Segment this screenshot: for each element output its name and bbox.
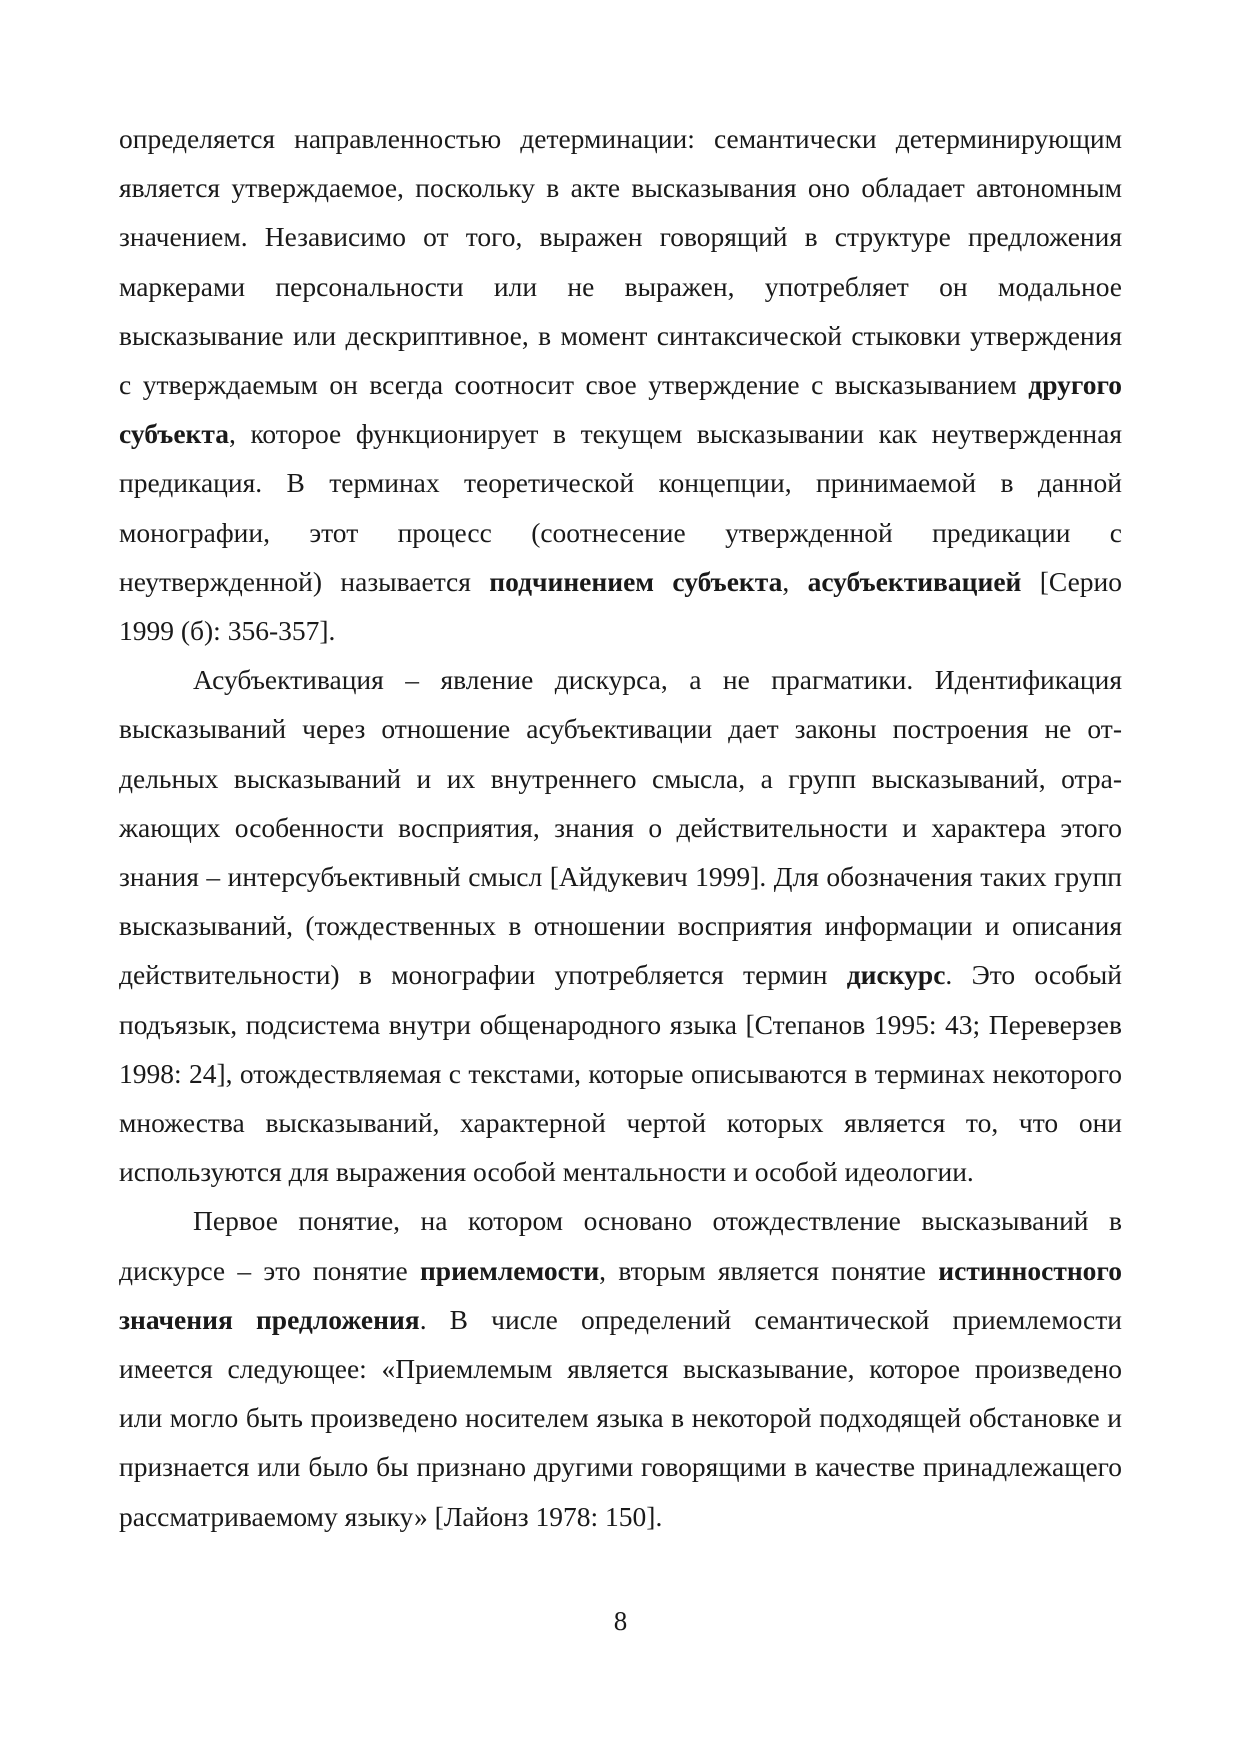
text-run: Асубъективация – явление дискурса, а не прагматики. Идентификация высказываний через отношение асубъективации дает законы построения не отдельных высказываний и их внутреннего смысла, а групп высказываний, отражающих особенности восприятия, знания о действительности и характера этого знания – интерсубъективный смысл [Айдукевич 1999]. Для обозначения таких групп высказываний, (тождественных в отношении восприятия информации и описания действительности) в монографии употребляется термин [119,664,1122,991]
text-run: , вторым является понятие [599,1254,939,1286]
text-run: определяется направленностью детерминации: семантически детерминирующим является утверждаемое, поскольку в акте высказывания оно обладает автономным значением. Независимо от того, выражен говорящий в структуре предложения маркерами персональности или не выражен, употребляет он модальное высказывание или дескриптивное, в момент синтаксической стыковки утверждения с утверждаемым он всегда соотносит свое утверждение с высказыванием [119,123,1122,401]
text-run: . Это особый подъязык, подсистема внутри общенародного языка [Степанов 1995: 43; Переверзев 1998: 24], отождествляемая с текстами, которые описываются в терминах некоторого множества высказываний, характерной чертой которых является то, что они используются для выражения особой ментальности и особой идеологии. [119,959,1122,1188]
text-run: , [782,565,808,597]
paragraph-3 [119,1196,1122,1540]
text-run: , которое функционирует в текущем высказывании как неутвержденная предикация. В терминах теоретической концепции, принимаемой в данной монографии, этот процесс (соотнесение утвержденной предикации с неутвержденной) называется [119,418,1122,597]
page-number: 8 [613,1606,628,1636]
text-run: . В числе определений семантической приемлемости имеется следующее: «Приемлемым является высказывание, которое произведено или могло быть произведено носителем языка в некоторой подходящей обстановке и признается или было бы признано другими говорящими в качестве принадлежащего рассматриваемому языку» [Лайонз 1978: 150]. [119,1303,1122,1532]
bold-term-drugogo-subekta: другого субъекта [119,369,1122,450]
bold-term-asubektivaciey: асубъективацией [807,565,1022,597]
bold-term-priemlemosti: приемлемости [419,1254,600,1286]
text-run: Первое понятие, на котором основано отождествление высказываний в дискурсе – это понятие [119,1205,1122,1286]
body-text [119,114,1122,1541]
paragraph-2 [119,655,1122,1196]
bold-term-diskurs: дискурс [846,959,946,991]
bold-term-istinnostnogo-znacheniya: истинностного значения предложения [119,1254,1122,1335]
paragraph-1 [119,114,1122,655]
text-run: [Серио 1999 (б): 356-357]. [119,565,1123,647]
bold-term-podchineniem-subekta: подчинением субъекта [489,565,783,597]
